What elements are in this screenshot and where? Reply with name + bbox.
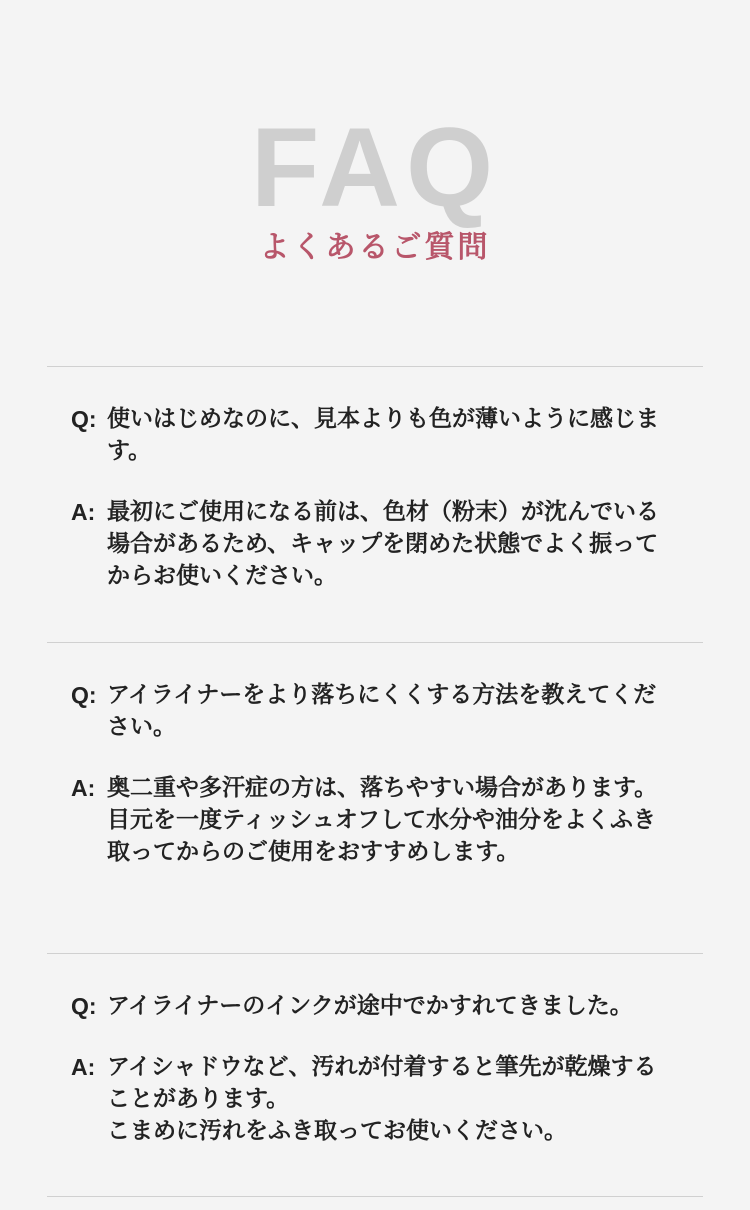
faq-item (47, 367, 703, 643)
faq-answer (47, 1051, 703, 1147)
answer-text: 奥二重や多汗症の方は、落ちやすい場合があります。 目元を一度ティッシュオフして水分や油分をよくふき取ってからのご使用をおすすめします。 (107, 775, 658, 865)
question-label: Q: (71, 682, 97, 708)
question-text: 使いはじめなのに、見本よりも色が薄いように感じます。 (107, 406, 659, 464)
faq-answer (47, 496, 703, 592)
answer-text: アイシャドウなど、汚れが付着すると筆先が乾燥することがあります。 こまめに汚れをふき取ってお使いください。 (107, 1054, 657, 1144)
answer-text: 最初にご使用になる前は、色材（粉末）が沈んでいる場合があるため、キャップを閉めた状態でよく振ってからお使いください。 (107, 499, 659, 589)
answer-label: A: (71, 775, 96, 801)
faq-answer (47, 772, 703, 868)
question-text: アイライナーのインクが途中でかすれてきました。 (107, 993, 633, 1019)
faq-question (47, 403, 703, 467)
faq-header (0, 105, 750, 268)
question-label: Q: (71, 406, 97, 432)
faq-item (47, 954, 703, 1197)
question-label: Q: (71, 993, 97, 1019)
faq-question (47, 990, 703, 1022)
faq-list (47, 366, 703, 1197)
faq-item (47, 643, 703, 954)
answer-label: A: (71, 1054, 96, 1080)
page-title: FAQ (250, 105, 500, 230)
answer-label: A: (71, 499, 96, 525)
faq-question (47, 679, 703, 743)
page-subtitle: よくあるご質問 (259, 230, 491, 265)
question-text: アイライナーをより落ちにくくする方法を教えてください。 (107, 682, 657, 740)
